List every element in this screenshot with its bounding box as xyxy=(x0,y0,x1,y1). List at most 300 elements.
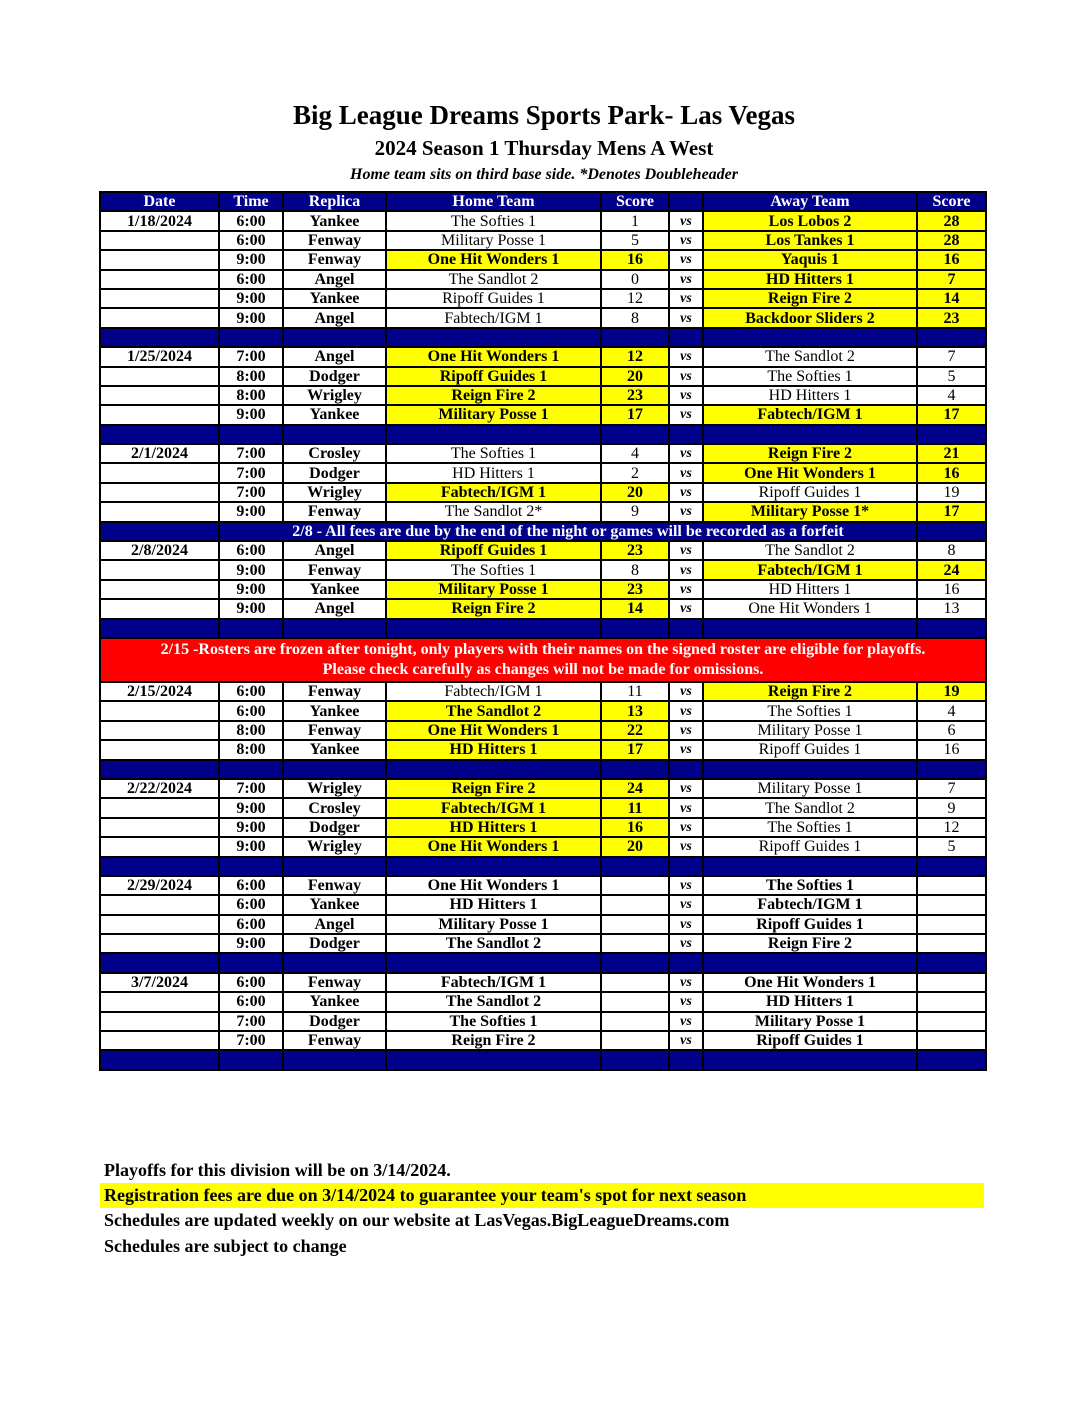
game-row xyxy=(100,682,986,701)
vs-label: vs xyxy=(669,992,703,1011)
game-field: Yankee xyxy=(283,289,386,308)
vs-label: vs xyxy=(669,289,703,308)
away-team: HD Hitters 1 xyxy=(703,992,917,1011)
separator-cell xyxy=(386,760,601,779)
separator-cell xyxy=(386,1050,601,1069)
game-date: 2/29/2024 xyxy=(100,876,219,895)
separator-cell xyxy=(703,953,917,972)
game-field: Angel xyxy=(283,599,386,618)
game-time: 6:00 xyxy=(219,992,283,1011)
game-field: Yankee xyxy=(283,701,386,720)
game-row xyxy=(100,250,986,269)
separator-cell xyxy=(283,760,386,779)
col-replica: Replica xyxy=(283,192,386,211)
away-team: Yaquis 1 xyxy=(703,250,917,269)
away-team: Fabtech/IGM 1 xyxy=(703,405,917,424)
home-score: 11 xyxy=(601,798,669,817)
game-time: 9:00 xyxy=(219,818,283,837)
game-field: Yankee xyxy=(283,405,386,424)
away-score: 9 xyxy=(917,798,986,817)
home-team: Fabtech/IGM 1 xyxy=(386,973,601,992)
game-time: 9:00 xyxy=(219,837,283,856)
roster-notice xyxy=(100,638,986,682)
col-home-score: Score xyxy=(601,192,669,211)
game-date xyxy=(100,701,219,720)
game-field: Yankee xyxy=(283,580,386,599)
home-team: Ripoff Guides 1 xyxy=(386,367,601,386)
game-row xyxy=(100,231,986,250)
game-time: 9:00 xyxy=(219,405,283,424)
separator-cell xyxy=(386,857,601,876)
away-team: One Hit Wonders 1 xyxy=(703,463,917,482)
home-score: 20 xyxy=(601,483,669,502)
game-row xyxy=(100,1031,986,1050)
vs-label: vs xyxy=(669,541,703,560)
home-score: 9 xyxy=(601,502,669,521)
away-team: The Softies 1 xyxy=(703,701,917,720)
away-score: 21 xyxy=(917,444,986,463)
vs-label: vs xyxy=(669,599,703,618)
game-field: Angel xyxy=(283,541,386,560)
separator-cell xyxy=(283,953,386,972)
game-field: Fenway xyxy=(283,560,386,579)
game-time: 9:00 xyxy=(219,308,283,327)
game-time: 9:00 xyxy=(219,580,283,599)
game-field: Fenway xyxy=(283,973,386,992)
home-score: 24 xyxy=(601,779,669,798)
game-time: 8:00 xyxy=(219,386,283,405)
away-team: HD Hitters 1 xyxy=(703,270,917,289)
away-score: 14 xyxy=(917,289,986,308)
separator-cell xyxy=(601,760,669,779)
game-time: 6:00 xyxy=(219,270,283,289)
away-team: Military Posse 1 xyxy=(703,1012,917,1031)
away-score: 8 xyxy=(917,541,986,560)
game-field: Dodger xyxy=(283,818,386,837)
game-row xyxy=(100,973,986,992)
game-time: 9:00 xyxy=(219,502,283,521)
separator-cell xyxy=(703,760,917,779)
away-score: 5 xyxy=(917,837,986,856)
game-field: Angel xyxy=(283,915,386,934)
game-date: 1/25/2024 xyxy=(100,347,219,366)
separator-cell xyxy=(283,328,386,347)
separator-cell xyxy=(283,619,386,638)
game-row xyxy=(100,347,986,366)
game-row xyxy=(100,721,986,740)
game-field: Yankee xyxy=(283,895,386,914)
fees-notice-row xyxy=(100,522,986,541)
game-time: 6:00 xyxy=(219,915,283,934)
game-field: Wrigley xyxy=(283,386,386,405)
home-team: One Hit Wonders 1 xyxy=(386,837,601,856)
away-team: The Softies 1 xyxy=(703,876,917,895)
away-score: 7 xyxy=(917,270,986,289)
game-row xyxy=(100,599,986,618)
away-team: Ripoff Guides 1 xyxy=(703,483,917,502)
separator-cell xyxy=(703,328,917,347)
home-team: HD Hitters 1 xyxy=(386,463,601,482)
schedule-table xyxy=(99,191,987,1071)
away-team: The Sandlot 2 xyxy=(703,798,917,817)
separator-cell xyxy=(100,619,219,638)
game-time: 9:00 xyxy=(219,934,283,953)
game-row xyxy=(100,779,986,798)
separator-row xyxy=(100,619,986,638)
fees-notice: 2/8 - All fees are due by the end of the night or games will be recorded as a forfeit xyxy=(219,522,917,541)
away-team: HD Hitters 1 xyxy=(703,580,917,599)
home-score xyxy=(601,992,669,1011)
game-time: 7:00 xyxy=(219,779,283,798)
vs-label: vs xyxy=(669,740,703,759)
away-team: Reign Fire 2 xyxy=(703,934,917,953)
separator-cell xyxy=(917,857,986,876)
home-team: The Sandlot 2 xyxy=(386,992,601,1011)
away-score: 7 xyxy=(917,779,986,798)
home-team: Fabtech/IGM 1 xyxy=(386,483,601,502)
home-score: 22 xyxy=(601,721,669,740)
home-team: Military Posse 1 xyxy=(386,405,601,424)
game-field: Angel xyxy=(283,308,386,327)
away-team: The Sandlot 2 xyxy=(703,541,917,560)
vs-label: vs xyxy=(669,308,703,327)
home-team: HD Hitters 1 xyxy=(386,740,601,759)
game-row xyxy=(100,386,986,405)
home-team: Military Posse 1 xyxy=(386,231,601,250)
away-score: 7 xyxy=(917,347,986,366)
home-score: 17 xyxy=(601,740,669,759)
game-date xyxy=(100,1012,219,1031)
separator-row xyxy=(100,1050,986,1069)
away-team: Military Posse 1 xyxy=(703,779,917,798)
game-row xyxy=(100,798,986,817)
away-score xyxy=(917,992,986,1011)
game-row xyxy=(100,211,986,230)
game-row xyxy=(100,308,986,327)
game-row xyxy=(100,1012,986,1031)
home-team: The Sandlot 2 xyxy=(386,701,601,720)
home-team-note: Home team sits on third base side. *Denotes Doubleheader xyxy=(350,166,738,183)
game-time: 7:00 xyxy=(219,483,283,502)
away-score: 24 xyxy=(917,560,986,579)
home-score: 14 xyxy=(601,599,669,618)
roster-notice-line1: 2/15 -Rosters are frozen after tonight, only players with their names on the signed roster are eligible for playoffs. xyxy=(160,640,926,658)
separator-cell xyxy=(669,857,703,876)
game-field: Wrigley xyxy=(283,779,386,798)
game-date xyxy=(100,1031,219,1050)
game-row xyxy=(100,580,986,599)
home-team: HD Hitters 1 xyxy=(386,895,601,914)
vs-label: vs xyxy=(669,895,703,914)
game-date: 2/15/2024 xyxy=(100,682,219,701)
game-time: 8:00 xyxy=(219,740,283,759)
game-time: 6:00 xyxy=(219,876,283,895)
game-field: Fenway xyxy=(283,250,386,269)
game-row xyxy=(100,992,986,1011)
game-date xyxy=(100,599,219,618)
away-team: Los Tankes 1 xyxy=(703,231,917,250)
vs-label: vs xyxy=(669,580,703,599)
footer-registration: Registration fees are due on 3/14/2024 to guarantee your team's spot for next season xyxy=(100,1183,984,1208)
page-title: Big League Dreams Sports Park- Las Vegas xyxy=(292,100,796,130)
away-score: 28 xyxy=(917,211,986,230)
away-score xyxy=(917,973,986,992)
vs-label: vs xyxy=(669,270,703,289)
game-row xyxy=(100,560,986,579)
home-team: One Hit Wonders 1 xyxy=(386,250,601,269)
game-row xyxy=(100,463,986,482)
home-score: 20 xyxy=(601,367,669,386)
separator-cell xyxy=(703,857,917,876)
away-score xyxy=(917,915,986,934)
home-team: The Softies 1 xyxy=(386,211,601,230)
home-score: 2 xyxy=(601,463,669,482)
separator-cell xyxy=(100,425,219,444)
game-date: 2/22/2024 xyxy=(100,779,219,798)
away-score: 4 xyxy=(917,386,986,405)
separator-row xyxy=(100,953,986,972)
home-score: 8 xyxy=(601,308,669,327)
game-field: Yankee xyxy=(283,740,386,759)
game-row xyxy=(100,541,986,560)
separator-cell xyxy=(917,425,986,444)
game-time: 9:00 xyxy=(219,798,283,817)
roster-notice-row xyxy=(100,638,986,682)
game-row xyxy=(100,876,986,895)
separator-cell xyxy=(100,328,219,347)
vs-label: vs xyxy=(669,915,703,934)
home-team: Fabtech/IGM 1 xyxy=(386,682,601,701)
home-team: Military Posse 1 xyxy=(386,580,601,599)
col-vs xyxy=(669,192,703,211)
vs-label: vs xyxy=(669,250,703,269)
separator-cell xyxy=(219,328,283,347)
home-team: Fabtech/IGM 1 xyxy=(386,798,601,817)
game-date xyxy=(100,270,219,289)
home-team: Reign Fire 2 xyxy=(386,779,601,798)
away-score: 17 xyxy=(917,405,986,424)
vs-label: vs xyxy=(669,682,703,701)
away-score: 16 xyxy=(917,463,986,482)
game-time: 6:00 xyxy=(219,541,283,560)
game-field: Yankee xyxy=(283,211,386,230)
separator-row xyxy=(100,760,986,779)
vs-label: vs xyxy=(669,211,703,230)
game-time: 7:00 xyxy=(219,463,283,482)
roster-notice-line2: Please check carefully as changes will not be made for omissions. xyxy=(322,660,764,678)
game-date xyxy=(100,915,219,934)
away-team: One Hit Wonders 1 xyxy=(703,973,917,992)
separator-row xyxy=(100,328,986,347)
home-team: Reign Fire 2 xyxy=(386,1031,601,1050)
away-team: The Sandlot 2 xyxy=(703,347,917,366)
away-score: 17 xyxy=(917,502,986,521)
game-date xyxy=(100,231,219,250)
col-home-team: Home Team xyxy=(386,192,601,211)
separator-cell xyxy=(669,760,703,779)
vs-label: vs xyxy=(669,798,703,817)
separator-cell xyxy=(386,328,601,347)
away-team: The Softies 1 xyxy=(703,818,917,837)
vs-label: vs xyxy=(669,876,703,895)
game-time: 9:00 xyxy=(219,560,283,579)
away-score: 19 xyxy=(917,483,986,502)
game-time: 6:00 xyxy=(219,231,283,250)
home-team: HD Hitters 1 xyxy=(386,818,601,837)
home-team: Military Posse 1 xyxy=(386,915,601,934)
separator-cell xyxy=(601,619,669,638)
banner-blank xyxy=(917,522,986,541)
banner-blank xyxy=(100,522,219,541)
separator-cell xyxy=(917,1050,986,1069)
away-score: 23 xyxy=(917,308,986,327)
vs-label: vs xyxy=(669,1031,703,1050)
page-subtitle: 2024 Season 1 Thursday Mens A West xyxy=(374,136,714,160)
game-date: 2/8/2024 xyxy=(100,541,219,560)
game-time: 9:00 xyxy=(219,289,283,308)
game-time: 9:00 xyxy=(219,250,283,269)
game-field: Fenway xyxy=(283,502,386,521)
game-field: Dodger xyxy=(283,367,386,386)
game-date xyxy=(100,386,219,405)
game-row xyxy=(100,270,986,289)
home-team: The Sandlot 2* xyxy=(386,502,601,521)
vs-label: vs xyxy=(669,1012,703,1031)
game-date xyxy=(100,818,219,837)
col-date: Date xyxy=(100,192,219,211)
away-team: Ripoff Guides 1 xyxy=(703,1031,917,1050)
game-time: 7:00 xyxy=(219,1031,283,1050)
away-score xyxy=(917,876,986,895)
away-score xyxy=(917,934,986,953)
separator-cell xyxy=(601,328,669,347)
away-score: 16 xyxy=(917,250,986,269)
game-field: Crosley xyxy=(283,444,386,463)
game-date xyxy=(100,405,219,424)
separator-cell xyxy=(219,857,283,876)
separator-cell xyxy=(601,953,669,972)
home-score xyxy=(601,1012,669,1031)
game-row xyxy=(100,444,986,463)
away-team: Backdoor Sliders 2 xyxy=(703,308,917,327)
game-time: 8:00 xyxy=(219,721,283,740)
separator-cell xyxy=(100,857,219,876)
away-team: Reign Fire 2 xyxy=(703,682,917,701)
game-field: Dodger xyxy=(283,934,386,953)
game-date xyxy=(100,367,219,386)
game-row xyxy=(100,367,986,386)
vs-label: vs xyxy=(669,367,703,386)
game-time: 7:00 xyxy=(219,347,283,366)
away-team: One Hit Wonders 1 xyxy=(703,599,917,618)
home-score: 11 xyxy=(601,682,669,701)
separator-cell xyxy=(219,953,283,972)
separator-cell xyxy=(283,1050,386,1069)
away-team: Military Posse 1* xyxy=(703,502,917,521)
separator-cell xyxy=(703,425,917,444)
game-time: 8:00 xyxy=(219,367,283,386)
home-team: Ripoff Guides 1 xyxy=(386,541,601,560)
home-score xyxy=(601,1031,669,1050)
separator-cell xyxy=(219,425,283,444)
footer-playoffs: Playoffs for this division will be on 3/14/2024. xyxy=(104,1160,451,1180)
game-field: Yankee xyxy=(283,992,386,1011)
separator-row xyxy=(100,857,986,876)
game-row xyxy=(100,837,986,856)
game-field: Wrigley xyxy=(283,483,386,502)
game-field: Dodger xyxy=(283,1012,386,1031)
separator-cell xyxy=(669,328,703,347)
away-team: Los Lobos 2 xyxy=(703,211,917,230)
separator-cell xyxy=(601,857,669,876)
home-score: 1 xyxy=(601,211,669,230)
game-date xyxy=(100,580,219,599)
separator-cell xyxy=(601,1050,669,1069)
away-score: 5 xyxy=(917,367,986,386)
separator-cell xyxy=(601,425,669,444)
separator-cell xyxy=(669,619,703,638)
home-team: Reign Fire 2 xyxy=(386,386,601,405)
table-header-row xyxy=(100,192,986,211)
separator-cell xyxy=(703,1050,917,1069)
game-row xyxy=(100,934,986,953)
away-score: 16 xyxy=(917,740,986,759)
game-field: Dodger xyxy=(283,463,386,482)
separator-cell xyxy=(100,760,219,779)
col-away-team: Away Team xyxy=(703,192,917,211)
vs-label: vs xyxy=(669,560,703,579)
home-score: 23 xyxy=(601,541,669,560)
game-time: 7:00 xyxy=(219,444,283,463)
away-score: 12 xyxy=(917,818,986,837)
home-team: One Hit Wonders 1 xyxy=(386,876,601,895)
game-time: 6:00 xyxy=(219,211,283,230)
home-score: 16 xyxy=(601,250,669,269)
away-team: Ripoff Guides 1 xyxy=(703,740,917,759)
away-team: Military Posse 1 xyxy=(703,721,917,740)
game-date: 1/18/2024 xyxy=(100,211,219,230)
game-row xyxy=(100,701,986,720)
home-team: The Sandlot 2 xyxy=(386,934,601,953)
separator-cell xyxy=(219,760,283,779)
home-score: 23 xyxy=(601,386,669,405)
vs-label: vs xyxy=(669,701,703,720)
vs-label: vs xyxy=(669,444,703,463)
game-time: 6:00 xyxy=(219,895,283,914)
game-date xyxy=(100,289,219,308)
game-field: Crosley xyxy=(283,798,386,817)
home-score: 16 xyxy=(601,818,669,837)
game-time: 6:00 xyxy=(219,701,283,720)
vs-label: vs xyxy=(669,818,703,837)
separator-cell xyxy=(100,953,219,972)
vs-label: vs xyxy=(669,483,703,502)
vs-label: vs xyxy=(669,231,703,250)
home-score: 4 xyxy=(601,444,669,463)
away-score xyxy=(917,1012,986,1031)
game-date xyxy=(100,992,219,1011)
game-date xyxy=(100,895,219,914)
home-score: 12 xyxy=(601,289,669,308)
game-field: Fenway xyxy=(283,721,386,740)
schedule-body xyxy=(100,211,986,1069)
home-team: One Hit Wonders 1 xyxy=(386,347,601,366)
home-score: 20 xyxy=(601,837,669,856)
game-date xyxy=(100,740,219,759)
vs-label: vs xyxy=(669,463,703,482)
away-team: The Softies 1 xyxy=(703,367,917,386)
game-field: Wrigley xyxy=(283,837,386,856)
